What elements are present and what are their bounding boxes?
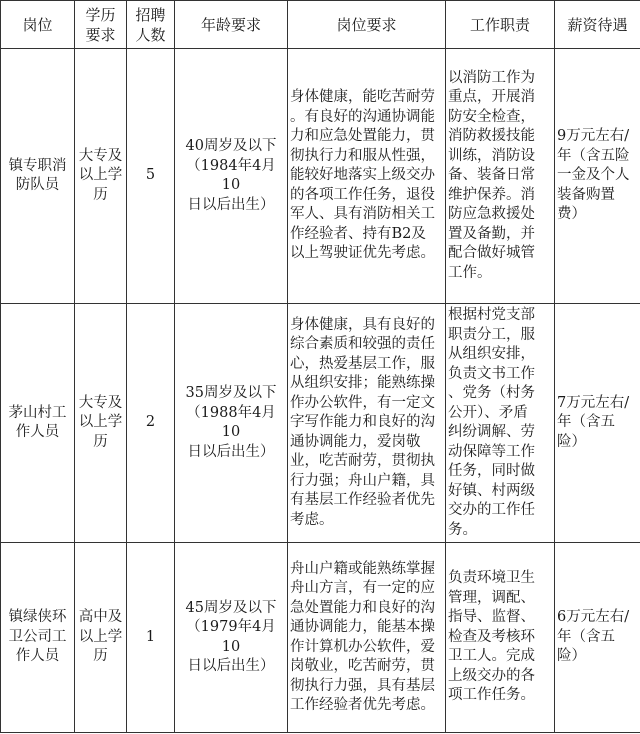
cell-education: 高中及 以上学 历 [75, 543, 127, 733]
cell-position: 镇绿侠环 卫公司工 作人员 [1, 543, 75, 733]
header-age: 年龄要求 [175, 1, 288, 49]
table-row [1, 543, 640, 733]
cell-position: 茅山村工 作人员 [1, 304, 75, 543]
cell-duties: 根据村党支部 职责分工，服 从组织安排， 负责文书工作 、党务（村务 公开）、矛盾 纠纷调解、劳 动保障等工作 任务，同时做 好镇、村两级 交办的工作任 务。 [446, 304, 555, 543]
cell-requirements: 身体健康，能吃苦耐劳 。有良好的沟通协调能 力和应急处置能力，贯 彻执行力和服从性强， 能较好地落实上级交办 的各项工作任务，退役 军人、具有消防相关工 作经验者、持有B2及 以上驾驶证优先考虑。 [288, 49, 446, 304]
header-salary: 薪资待遇 [555, 1, 640, 49]
cell-duties: 以消防工作为 重点，开展消 防安全检查， 消防救援技能 训练，消防设 备、装备日常 维护保养。消 防应急救援处 置及备勤，并 配合做好城管 工作。 [446, 49, 555, 304]
table-row [1, 49, 640, 304]
header-row [1, 1, 640, 49]
cell-salary: 7万元左右/ 年（含五 险） [555, 304, 640, 543]
cell-count: 5 [127, 49, 175, 304]
header-position: 岗位 [1, 1, 75, 49]
cell-position: 镇专职消 防队员 [1, 49, 75, 304]
cell-education: 大专及 以上学 历 [75, 304, 127, 543]
table-row [1, 304, 640, 543]
cell-education: 大专及 以上学 历 [75, 49, 127, 304]
header-education: 学历 要求 [75, 1, 127, 49]
cell-duties: 负责环境卫生 管理，调配、 指导、监督、 检查及考核环 卫工人。完成 上级交办的各 项工作任务。 [446, 543, 555, 733]
cell-count: 1 [127, 543, 175, 733]
header-requirements: 岗位要求 [288, 1, 446, 49]
cell-requirements: 舟山户籍或能熟练掌握 舟山方言，有一定的应 急处置能力和良好的沟 通协调能力，能基本操 作计算机办公软件，爱 岗敬业，吃苦耐劳，贯 彻执行力强，具有基层 工作经验者优先考虑。 [288, 543, 446, 733]
header-count: 招聘 人数 [127, 1, 175, 49]
cell-salary: 9万元左右/ 年（含五险 一金及个人 装备购置 费） [555, 49, 640, 304]
cell-age: 40周岁及以下 （1984年4月10 日以后出生） [175, 49, 288, 304]
header-duties: 工作职责 [446, 1, 555, 49]
cell-salary: 6万元左右/ 年（含五 险） [555, 543, 640, 733]
cell-requirements: 身体健康，具有良好的 综合素质和较强的责任 心，热爱基层工作，服 从组织安排；能熟练操 作办公软件，有一定文 字写作能力和良好的沟 通协调能力，爱岗敬 业，吃苦耐劳，贯彻执 行力强；舟山户籍，具 有基层工作经验者优先 考虑。 [288, 304, 446, 543]
cell-age: 45周岁及以下 （1979年4月10 日以后出生） [175, 543, 288, 733]
cell-count: 2 [127, 304, 175, 543]
cell-age: 35周岁及以下 （1988年4月10 日以后出生） [175, 304, 288, 543]
